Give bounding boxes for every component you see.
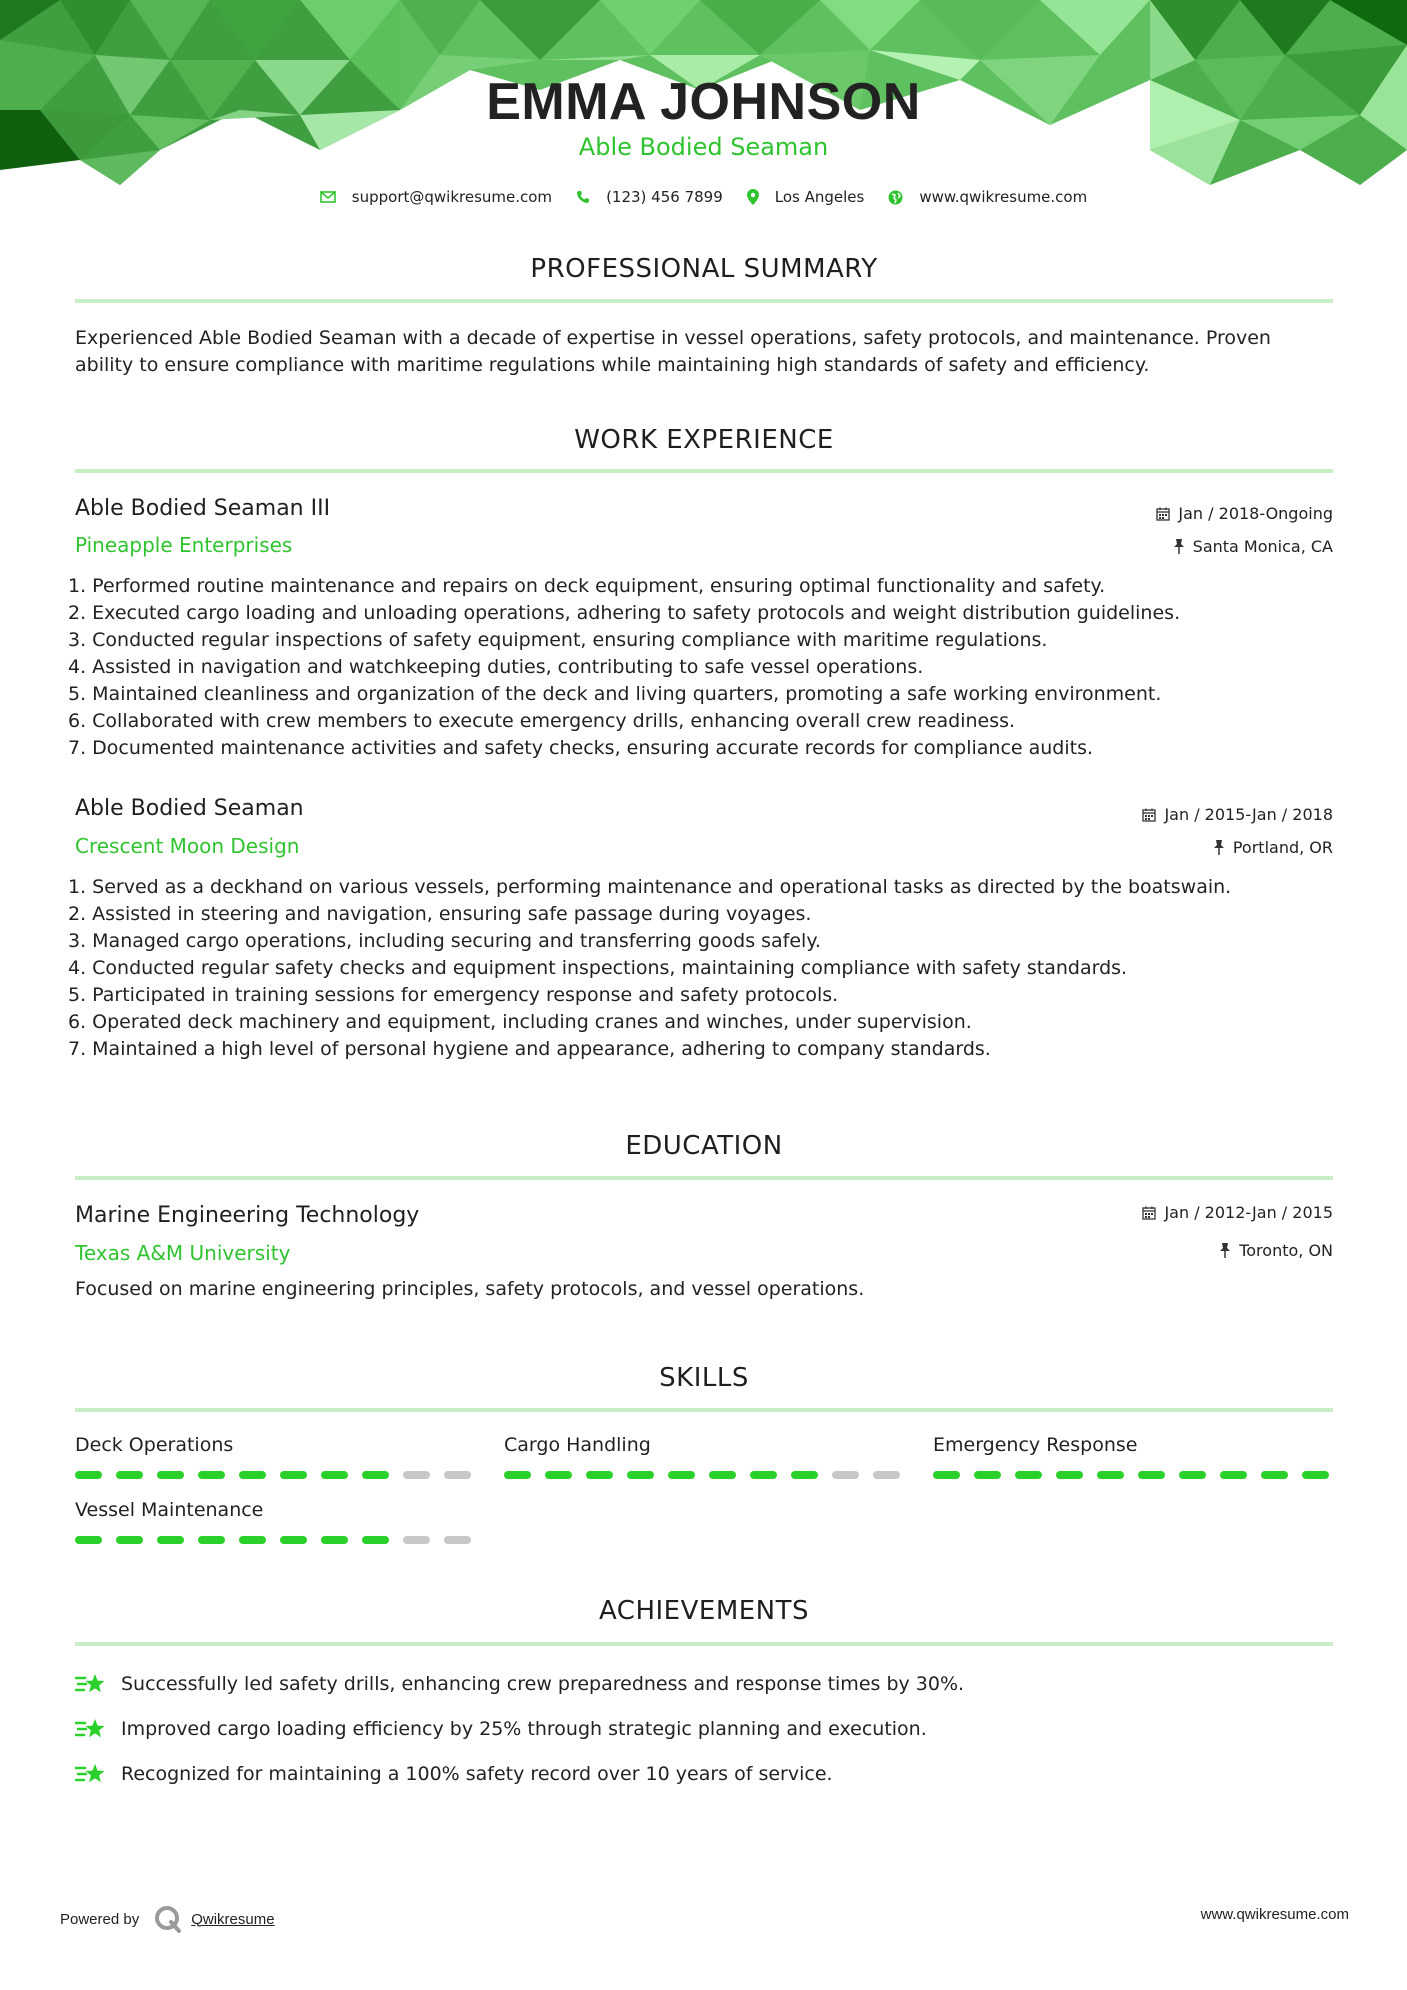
pushpin-icon: [1213, 840, 1225, 855]
phone-icon: [576, 190, 590, 204]
skill-dash-filled: [1220, 1471, 1247, 1479]
skill-dash-filled: [280, 1536, 307, 1544]
list-item: 2. Executed cargo loading and unloading operations, adhering to safety protocols and weight distribution guidelines.: [68, 602, 1181, 624]
calendar-icon: [1156, 507, 1170, 521]
achievement-item: [75, 1760, 833, 1788]
map-pin-icon: [747, 189, 759, 205]
achievement-text: Recognized for maintaining a 100% safety record over 10 years of service.: [121, 1763, 833, 1785]
skill-dash-filled: [198, 1536, 225, 1544]
list-item: 1. Performed routine maintenance and repairs on deck equipment, ensuring optimal functionality and safety.: [68, 575, 1106, 597]
job-location-text: Santa Monica, CA: [1192, 537, 1333, 556]
skill-dash-empty: [403, 1536, 430, 1544]
skill-dash-empty: [832, 1471, 859, 1479]
skill-dash-filled: [157, 1471, 184, 1479]
skill-dash-filled: [280, 1471, 307, 1479]
job-location: [1173, 537, 1333, 556]
section-title-skills: SKILLS: [659, 1363, 749, 1393]
education-location-text: Toronto, ON: [1239, 1241, 1333, 1260]
skill-dash-filled: [1179, 1471, 1206, 1479]
skill-name: Vessel Maintenance: [75, 1499, 264, 1521]
skill-dash-filled: [974, 1471, 1001, 1479]
shooting-star-icon: [75, 1670, 107, 1698]
section-divider: [75, 1176, 1333, 1180]
skill-dash-empty: [403, 1471, 430, 1479]
skill-dash-filled: [1015, 1471, 1042, 1479]
skill-dash-filled: [1056, 1471, 1083, 1479]
job-dates: [1142, 805, 1333, 824]
contact-website-text: www.qwikresume.com: [919, 188, 1088, 206]
envelope-icon: [320, 191, 336, 203]
list-item: 1. Served as a deckhand on various vessels, performing maintenance and operational tasks as directed by the boatswain.: [68, 876, 1232, 898]
list-item: 6. Operated deck machinery and equipment, including cranes and winches, under supervision.: [68, 1011, 972, 1033]
list-item: 3. Conducted regular inspections of safety equipment, ensuring compliance with maritime regulations.: [68, 629, 1048, 651]
section-title-education: EDUCATION: [625, 1131, 783, 1161]
section-divider: [75, 299, 1333, 303]
job-location: [1213, 838, 1333, 857]
skill-dash-filled: [116, 1471, 143, 1479]
job-dates: [1156, 504, 1333, 523]
skill-dash-filled: [545, 1471, 572, 1479]
section-divider: [75, 1408, 1333, 1412]
skill-dash-filled: [1138, 1471, 1165, 1479]
list-item: 3. Managed cargo operations, including securing and transferring goods safely.: [68, 930, 821, 952]
job-location-text: Portland, OR: [1232, 838, 1333, 857]
section-divider: [75, 469, 1333, 473]
skill-dash-filled: [116, 1536, 143, 1544]
education-degree: Marine Engineering Technology: [75, 1203, 420, 1228]
contact-location-text: Los Angeles: [774, 188, 865, 206]
shooting-star-icon: [75, 1715, 107, 1743]
pushpin-icon: [1219, 1243, 1231, 1258]
footer-powered-by: [60, 1904, 275, 1934]
skill-dash-filled: [1302, 1471, 1329, 1479]
skill-dash-filled: [750, 1471, 777, 1479]
education-dates: [1142, 1203, 1333, 1222]
list-item: 6. Collaborated with crew members to execute emergency drills, enhancing overall crew readiness.: [68, 710, 1016, 732]
globe-icon: [888, 190, 903, 205]
job-dates-text: Jan / 2015-Jan / 2018: [1164, 805, 1333, 824]
list-item: 5. Participated in training sessions for emergency response and safety protocols.: [68, 984, 839, 1006]
skill-dash-empty: [444, 1536, 471, 1544]
skill-dash-filled: [239, 1536, 266, 1544]
skill-dash-filled: [362, 1471, 389, 1479]
skill-level-bar: [933, 1471, 1343, 1479]
skill-dash-filled: [1261, 1471, 1288, 1479]
education-location: [1219, 1241, 1333, 1260]
job-title: Able Bodied Seaman III: [75, 496, 331, 521]
skill-dash-filled: [627, 1471, 654, 1479]
job-dates-text: Jan / 2018-Ongoing: [1178, 504, 1333, 523]
skill-dash-filled: [239, 1471, 266, 1479]
skill-dash-filled: [933, 1471, 960, 1479]
achievement-text: Improved cargo loading efficiency by 25% through strategic planning and execution.: [121, 1718, 927, 1740]
skill-dash-filled: [504, 1471, 531, 1479]
contact-location: [747, 188, 865, 206]
job-company: Crescent Moon Design: [75, 834, 300, 858]
qwikresume-link[interactable]: Qwikresume: [191, 1910, 275, 1928]
contact-email-text: support@qwikresume.com: [351, 188, 553, 206]
achievement-item: [75, 1715, 927, 1743]
job-duties-list: [68, 573, 1358, 762]
summary-text: Experienced Able Bodied Seaman with a decade of expertise in vessel operations, safety protocols, and maintenance. Proven ability to ensure compliance with maritime regulations while maintaining high standards of safety and efficiency.: [75, 327, 1271, 376]
skill-dash-empty: [444, 1471, 471, 1479]
skill-name: Emergency Response: [933, 1434, 1138, 1456]
calendar-icon: [1142, 1206, 1156, 1220]
list-item: 2. Assisted in steering and navigation, ensuring safe passage during voyages.: [68, 903, 812, 925]
section-title-experience: WORK EXPERIENCE: [574, 425, 834, 455]
list-item: 4. Conducted regular safety checks and equipment inspections, maintaining compliance with safety standards.: [68, 957, 1128, 979]
calendar-icon: [1142, 808, 1156, 822]
skill-dash-filled: [198, 1471, 225, 1479]
pushpin-icon: [1173, 539, 1185, 554]
candidate-role: Able Bodied Seaman: [578, 133, 829, 161]
skill-name: Deck Operations: [75, 1434, 234, 1456]
skill-dash-filled: [75, 1536, 102, 1544]
contact-phone-text: (123) 456 7899: [606, 188, 723, 206]
section-divider: [75, 1642, 1333, 1646]
skill-dash-empty: [873, 1471, 900, 1479]
education-description: Focused on marine engineering principles, safety protocols, and vessel operations.: [75, 1278, 865, 1300]
list-item: 7. Maintained a high level of personal hygiene and appearance, adhering to company standards.: [68, 1038, 991, 1060]
contact-bar: [0, 188, 1407, 206]
skill-dash-filled: [791, 1471, 818, 1479]
job-title: Able Bodied Seaman: [75, 796, 304, 821]
section-title-achievements: ACHIEVEMENTS: [598, 1596, 810, 1626]
skill-name: Cargo Handling: [504, 1434, 651, 1456]
section-title-summary: PROFESSIONAL SUMMARY: [530, 254, 878, 284]
shooting-star-icon: [75, 1760, 107, 1788]
skill-dash-filled: [157, 1536, 184, 1544]
achievement-text: Successfully led safety drills, enhancing crew preparedness and response times by 30%.: [121, 1673, 965, 1695]
education-dates-text: Jan / 2012-Jan / 2015: [1164, 1203, 1333, 1222]
powered-by-label: Powered by: [60, 1910, 140, 1928]
skill-dash-filled: [321, 1536, 348, 1544]
achievement-item: [75, 1670, 964, 1698]
skill-dash-filled: [586, 1471, 613, 1479]
education-school: Texas A&M University: [75, 1241, 291, 1265]
skill-level-bar: [504, 1471, 914, 1479]
skill-dash-filled: [321, 1471, 348, 1479]
skill-level-bar: [75, 1471, 485, 1479]
contact-website[interactable]: [888, 188, 1087, 206]
skill-dash-filled: [1097, 1471, 1124, 1479]
skill-dash-filled: [668, 1471, 695, 1479]
job-duties-list: [68, 874, 1358, 1063]
contact-email[interactable]: [320, 188, 552, 206]
skill-level-bar: [75, 1536, 485, 1544]
skill-dash-filled: [75, 1471, 102, 1479]
contact-phone[interactable]: [576, 188, 723, 206]
list-item: 4. Assisted in navigation and watchkeeping duties, contributing to safe vessel operations.: [68, 656, 924, 678]
list-item: 5. Maintained cleanliness and organization of the deck and living quarters, promoting a safe working environment.: [68, 683, 1162, 705]
job-company: Pineapple Enterprises: [75, 533, 293, 557]
skill-dash-filled: [709, 1471, 736, 1479]
list-item: 7. Documented maintenance activities and safety checks, ensuring accurate records for compliance audits.: [68, 737, 1094, 759]
qwikresume-logo-icon: [153, 1904, 183, 1934]
candidate-name: EMMA JOHNSON: [486, 73, 921, 131]
footer-website[interactable]: www.qwikresume.com: [1200, 1906, 1349, 1923]
skill-dash-filled: [362, 1536, 389, 1544]
